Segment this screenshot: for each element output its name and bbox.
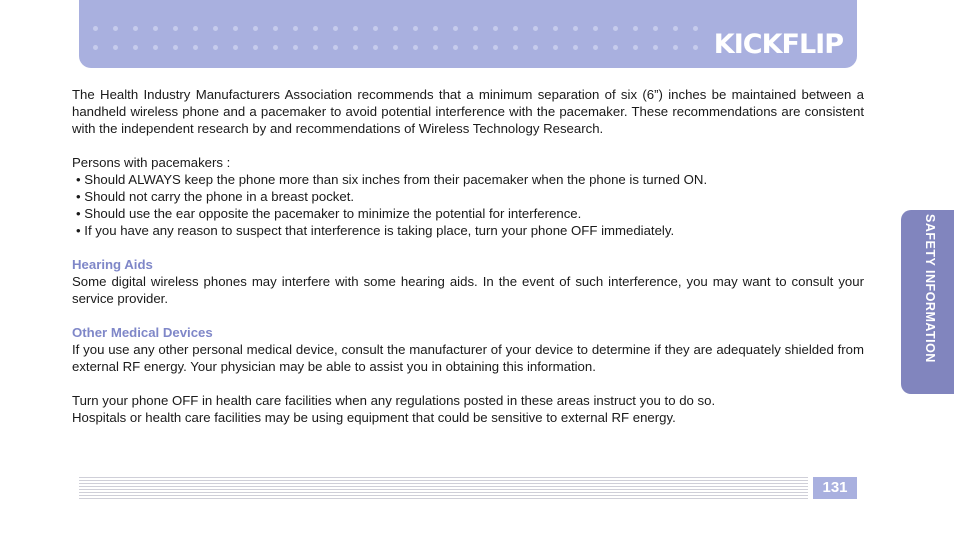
decorative-dot: [473, 26, 478, 31]
decorative-dot: [573, 45, 578, 50]
decorative-dot: [133, 26, 138, 31]
list-item: • Should ALWAYS keep the phone more than six inches from their pacemaker when the phone is turned ON.: [76, 172, 708, 187]
decorative-dot: [93, 26, 98, 31]
decorative-dot: [513, 45, 518, 50]
intro-paragraph: The Health Industry Manufacturers Association recommends that a minimum separation of six (6”) inches be maintained between a handheld wireless phone and a pacemaker to avoid potential interference with the pacemaker. These recommendations are consistent with the independent research by and recommendations of Wireless Technology Research.: [72, 87, 864, 136]
decorative-dot: [313, 45, 318, 50]
header-banner: [79, 0, 857, 68]
decorative-dot: [593, 26, 598, 31]
footer-rule: [79, 477, 808, 499]
page-content: [72, 86, 864, 426]
decorative-dot: [633, 26, 638, 31]
decorative-dot: [633, 45, 638, 50]
decorative-dot: [493, 45, 498, 50]
decorative-dot: [173, 26, 178, 31]
hearing-aids-paragraph: Some digital wireless phones may interfere with some hearing aids. In the event of such interference, you may want to consult your service provider.: [72, 274, 864, 306]
decorative-dot: [673, 26, 678, 31]
decorative-dot: [433, 45, 438, 50]
decorative-dot: [213, 26, 218, 31]
decorative-dot: [373, 45, 378, 50]
decorative-dot: [413, 45, 418, 50]
decorative-dot: [673, 45, 678, 50]
decorative-dot: [293, 26, 298, 31]
decorative-dot: [353, 26, 358, 31]
decorative-dots-row: [93, 45, 713, 50]
decorative-dot: [473, 45, 478, 50]
decorative-dot: [573, 26, 578, 31]
page-number: 131: [813, 477, 857, 499]
decorative-dot: [393, 45, 398, 50]
other-devices-paragraph: If you use any other personal medical device, consult the manufacturer of your device to determine if they are adequately shielded from external RF energy. Your physician may be able to assist you in obtaining this information.: [72, 342, 864, 374]
decorative-dot: [533, 26, 538, 31]
decorative-dot: [353, 45, 358, 50]
hearing-aids-title: Hearing Aids: [72, 257, 153, 272]
decorative-dot: [153, 45, 158, 50]
pacemaker-heading: Persons with pacemakers :: [72, 155, 231, 170]
list-item: • If you have any reason to suspect that interference is taking place, turn your phone OFF immediately.: [76, 223, 675, 238]
decorative-dot: [373, 26, 378, 31]
decorative-dot: [533, 45, 538, 50]
decorative-dot: [173, 45, 178, 50]
section-tab: [901, 210, 954, 394]
section-tab-label: SAFETY INFORMATION: [923, 214, 937, 363]
decorative-dot: [613, 26, 618, 31]
decorative-dot: [133, 45, 138, 50]
decorative-dot: [553, 26, 558, 31]
decorative-dot: [233, 26, 238, 31]
list-item: • Should not carry the phone in a breast pocket.: [76, 189, 355, 204]
decorative-dot: [293, 45, 298, 50]
other-devices-title: Other Medical Devices: [72, 325, 213, 340]
decorative-dot: [193, 26, 198, 31]
health-care-line: Hospitals or health care facilities may be using equipment that could be sensitive to external RF energy.: [72, 410, 676, 425]
decorative-dots-row: [93, 26, 713, 31]
decorative-dot: [433, 26, 438, 31]
decorative-dot: [613, 45, 618, 50]
decorative-dot: [233, 45, 238, 50]
decorative-dot: [413, 26, 418, 31]
decorative-dot: [493, 26, 498, 31]
decorative-dot: [253, 26, 258, 31]
decorative-dot: [653, 26, 658, 31]
decorative-dot: [93, 45, 98, 50]
decorative-dot: [593, 45, 598, 50]
decorative-dot: [113, 26, 118, 31]
decorative-dot: [253, 45, 258, 50]
decorative-dot: [193, 45, 198, 50]
decorative-dot: [453, 45, 458, 50]
decorative-dot: [653, 45, 658, 50]
decorative-dot: [393, 26, 398, 31]
health-care-line: Turn your phone OFF in health care facilities when any regulations posted in these areas instruct you to do so.: [72, 393, 716, 408]
decorative-dot: [113, 45, 118, 50]
decorative-dot: [313, 26, 318, 31]
decorative-dot: [453, 26, 458, 31]
decorative-dot: [273, 26, 278, 31]
decorative-dot: [693, 45, 698, 50]
decorative-dot: [693, 26, 698, 31]
decorative-dot: [553, 45, 558, 50]
decorative-dot: [273, 45, 278, 50]
decorative-dot: [513, 26, 518, 31]
decorative-dot: [213, 45, 218, 50]
brand-logo: KICKFLIP: [713, 29, 843, 60]
decorative-dot: [153, 26, 158, 31]
decorative-dot: [333, 26, 338, 31]
decorative-dot: [333, 45, 338, 50]
list-item: • Should use the ear opposite the pacemaker to minimize the potential for interference.: [76, 206, 582, 221]
